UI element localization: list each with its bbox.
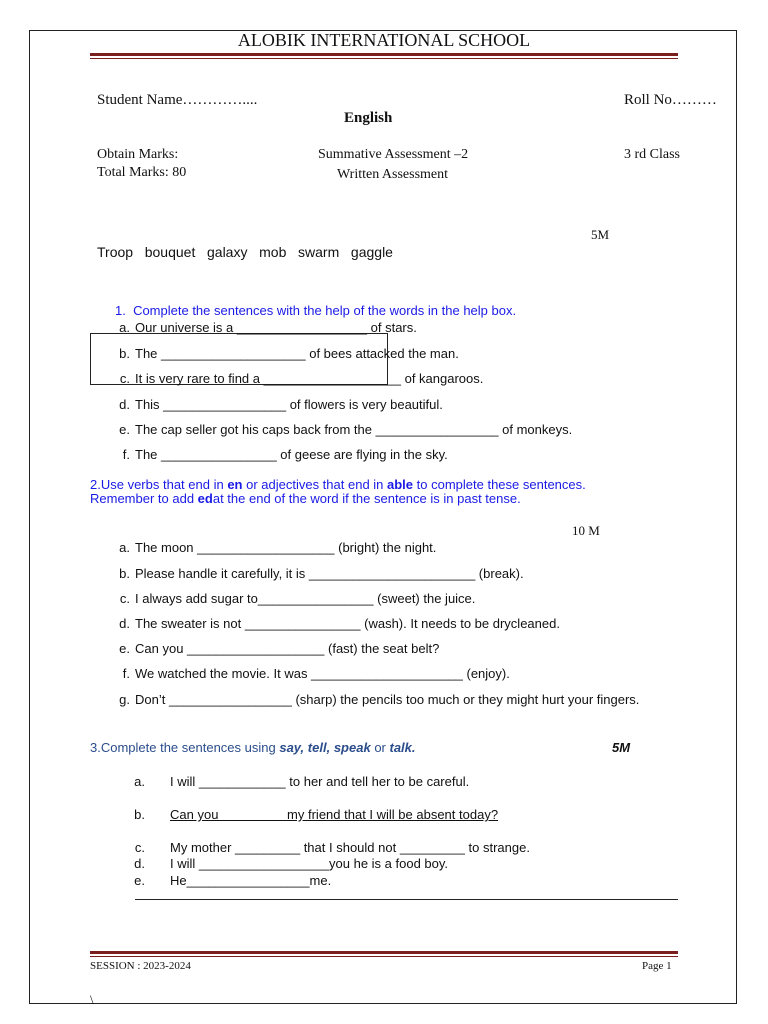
total-marks-label: Total Marks: 80 — [97, 165, 187, 180]
header-rule — [90, 53, 678, 56]
class-label: 3 rd Class — [624, 147, 680, 162]
footer-rule-thin — [90, 956, 678, 957]
subject-title: English — [344, 110, 393, 126]
stray-mark: \ — [90, 992, 94, 1007]
answer-line — [135, 899, 678, 900]
obtain-marks-label: Obtain Marks: — [97, 147, 179, 162]
assessment-label: Summative Assessment –2 — [318, 147, 469, 162]
q3-marks: 5M — [612, 740, 631, 755]
q2-marks: 10 M — [572, 523, 600, 538]
help-words: Troop bouquet galaxy mob swarm gaggle — [97, 244, 393, 260]
student-name-label: Student Name………….... — [97, 92, 258, 108]
q2-prompt-line2: Remember to add edat the end of the word if the sentence is in past tense. — [90, 491, 521, 506]
written-label: Written Assessment — [337, 167, 449, 182]
q2-prompt-line1: 2.Use verbs that end in en or adjectives that end in able to complete these sentences. — [90, 477, 586, 492]
school-name: ALOBIK INTERNATIONAL SCHOOL — [237, 30, 531, 50]
q1-prompt: 1. Complete the sentences with the help of the words in the help box. — [115, 303, 517, 318]
footer-rule — [90, 951, 678, 954]
header-rule-thin — [90, 58, 678, 59]
q3-prompt: 3.Complete the sentences using say, tell, speak or talk. — [90, 740, 416, 755]
session-label: SESSION : 2023-2024 — [90, 960, 191, 972]
q1-marks: 5M — [591, 227, 610, 242]
page-number: Page 1 — [642, 960, 672, 972]
roll-no-label: Roll No……… — [624, 92, 717, 108]
